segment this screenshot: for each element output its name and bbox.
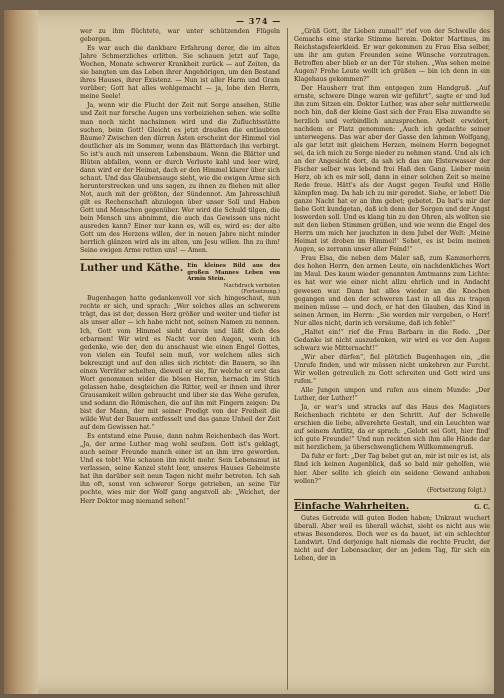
article-paragraph-1: Bugenhagen hatte gedankenvoll vor sich hingeschaut, nun rechte er sich, und sprach: „Wer solches alles an schwerem trägt, das ist der, dessen Herz größer und weiter und tiefer ist als unser aller — ich habe nicht not, seinen Namen zu nennen. Ich, Gott vom Himmel sieht darein und läßt dich des erbarmen! Wir wird es Nacht vor den Augen, wenn ich gedenke, wie der, den du anschaust wie einen Engel Gottes, von vielen ein Teufel sein muß, vor welchem alles sich bekreuzigt und auf den alles sich richtet: die Bauern, so ihn einen Verräter schelten, dieweil er sie, für welche er erst das Wort genommen wider die bösen Herren, hernach im Stich gelassen habe, desgleichen die Ritter, weil er ihnen und ihrer Grausamkeit willen gebraucht und über sie das Wehe gerufen, und sodann die Römischen, die auf ihn mit Fingern zeigen: Du bist der Mann, der mit seiner Predigt von der Freiheit die wilde Wut der Bauern entfesselt und das ganze Unheil der Zeit auf dem Gewissen hat.“ [80,295,280,432]
left-paragraph-1: wer zu ihm flüchtete, war unter schützenden Flügeln geborgen. [80,28,280,44]
right-paragraph-5: „Wir aber dürfen“, fiel plötzlich Bugenhagen ein, „die Unrufe finden, und wir müssen nicht umkehren zur Furcht. Wir wollen getreulich zu Gott schreiten und Gott wird uns rufen.“ [294,353,490,386]
right-paragraph-4: „Haltet ein!“ rief die Frau Barbara in die Rede. „Der Gedanke ist nicht auszudenken, wir wird es vor den Augen schwarz wie Mitternacht!“ [294,328,490,352]
page-spine [4,10,38,694]
article-subtitle: Ein kleines Bild aus des großen Mannes Leben von Armin Stein. [187,263,280,283]
continuation-note: (Fortsetzung folgt.) [427,486,486,494]
section-author-mark: G. C. [474,503,490,511]
right-paragraph-8: Da fuhr er fort: „Der Tag bebet gut an, mir ist mir es ist, als fänd ich keinen Augenblick, daß so bald mir geholfen, wie hier. Aber sollte ich gleich ein seidene Gewand anhaben wollen?“ [294,453,490,485]
newspaper-page [4,10,494,694]
article-rule [80,259,280,260]
right-column [294,28,490,564]
right-paragraph-6: Alle Jungen umpon und rufen aus einem Munde: „Der Luther, der Luther!“ [294,387,490,403]
right-paragraph-3: Frau Elsa, die neben dem Maler saß, zum Kammerherrn des hohen Herrn, den armen Leute, ein nachdenkliches Wort im Maul. Des kaum wieder genannten Amtmanns zum Lichte: es hat wer wie einer nicht allzu ehrlich und in Andacht gewesen war. Dann hat alles wieder an die Knochen gegangen und den der schweren Last in all das zu tragen meinen müsse — und doch, er hat den Glauben, das Kind in seinen Armen, im Herrn: „Sie werden mir vergeben, o Herr! Nur alles nicht, darin ich versäume, daß ich fehle!“ [294,255,490,327]
right-paragraph-2: Der Hausherr trat ihm entgegen zum Handgruß. „Auf ernste, schwere Dinge waren wir geführt“, sagte er und lud ihn zum Sitzen ein. Doktor Luther, was aber sehr mittlerweile noch hin, daß der kleine Gast sich der Frau Elsa zuwandte so herzlich und verbindlich anzusprechen. Arbeit erwidert, nachdem er Platz genommen: „Auch ich gedachte seiner unterwegens. Das war aber der Gasse den lahmen Wolfgang, als gar letzt mit gleichem Herzen, meinem Herrn begegnet sei, da ich mich zu Sorge nieder zu nehmen stand. Und als ich an der Angesicht dort, da sah ich das am Elsterwasser der Fischer selber was lebend frei Haß den Gang. Lieber mein Herz, ob ich es mir soll, dann in einer solchen Zeit so meine Rede freue. Hätt's als der Augst gegen Teufel und Hölle kämpfen mag. Da hab ich zu mir geredet. Siehe, er lebet! Die ganze Nacht hat er an ihm gebet; gebetet. Da hat's mir der liebe Gott kundgetan, daß ich denn der Sorgen und der Angst loswerden soll. Und es klang hin zu den Ohren, als wollten sie mit den lieben Stimmen grüßen, und wie wenn die Engel des Herrn um mich her jauchzten in dem Jubel der Welt: ‚Meine Heimat ist droben im Himmel!‘ Sehet, es ist beim meinen Augen, so zerrann unser aller Feind!“ [294,85,490,254]
left-paragraph-2: Es war auch die dankbare Erfahrung derer, die im alten Jahre Schmerzliches erlitten. Sie schauen jetzt auf Tage, Wochen, Monate schwerer Krankheit zurück — auf Zeiten, da sie bangten um das Leben ihrer Angehörigen, um den Bestand ihres Hauses, ihrer Existenz. — Nun ist aller Harm und Gram vorüber; Gott hat alles wohlgemacht — ja, lobe den Herrn, meine Seele! [80,45,280,101]
page-number: — 374 — [236,16,282,26]
section-rule [294,499,490,500]
section-header [294,500,490,512]
article-title: Luther und Käthe. [80,263,184,275]
left-column [80,28,280,507]
left-paragraph-3: Ja, wenn wir die Flucht der Zeit mit Sorge ansehen, Stille und Zeit nur forsche Augen uns vorbeiziehen sehen. wie sollte man noch nicht nachsinnen wird und die Zufluchtsstätte suchen, beim Gott! Gleicht es jetzt draußen die entlaubten Bäume? Zwischen den dürren Ästen erscheint der Himmel viel deutlicher als im Sommer, wenn das Blätterdach ihn verbirgt. So ist's auch mit unserem Lebensbaum. Wenn die Blätter und Blüten abfallen, wenn er durch Verluste kahl und leer wird, dann wird er der Heimat, dach er den Himmel klarer über sich schaut. Und das Glaubensauge sieht, wie die ewigen Arme sich herunterstrecken und uns sagen, zu ihnen zu fliehen mit aller Not, auch mit der größten, der Sündennot. Am Jahresschluß gilt es Rechenschaft abzulegen über unser Soll und Haben Gott und Menschen gegenüber. Wer wird die Schuld tilgen, die bein Mensch uns abnimmt, die auch das Gewissen uns nicht ausreden kann? Einer nur kann es, will es, wird es: der alte Gott um des Herzens willen, der in neuen Jahre nicht minder herrlich glänzen wird als im alten, um Jesu willen. Ihn zu ihm! Seine ewigen Arme retten uns! — Amen. [80,102,280,255]
section-paragraph: Gutes Getreide will guten Boden haben; Unkraut wuchert überall. Aber weil es überall wächst, sieht es nicht aus wie etwas Besonderes. Doch wer es da bauet, ist ein schlechter Landwirt. Und derjenige halt niemals die rechte Frucht, der nicht auf der Lebensacker, der an jedem Tag, für sich ein Leben, der in [294,514,490,562]
article-paragraph-2: Es entstand eine Pause, dann nahm Reichenbach das Wort. „Ja, der arme Luther mag wohl seufzen. Gott ist's geklagt, auch seiner Freunde manch einer ist an ihm irre geworden. Und es tobt! Wie schauen ihn nicht mehr. Sein Lebensmut ist verlassen, seine Kanzel steht leer, unseres Hauses Geheimste hat ihn darüber seit neun Tagen nicht mehr betreten. Ich sah ihn oft, sonst von schwerer Sorge getrieben, an seine Tür pochte, wies mir der Wolf gang angstvoll ab: „Weichet, der Herr Doktor mag niemand sehen!“ [80,433,280,505]
right-paragraph-1: „Grüß Gott, ihr Lieben zumal!“ rief von der Schwelle des Gemachs eine starke Stimme herein. Doktor Martinus, im Reichstagsfeierkleid. Er war gekommen zu Frau Elsa selber, um ihr am guten Freunden seine Wünsche vorzutragen. Betroffen aber blieb er an der Tür stehen. „Was sehen meine Augen? Frohe Leute wollt ich grüßen — bin ich denn in ein Klagehaus gekommen?“ [294,28,490,84]
section-title: Einfache Wahrheiten. [294,500,410,512]
column-divider [287,28,288,690]
article-note: Nachdruck verboten (Fortsetzung.) [223,282,280,295]
right-paragraph-7: Ja, er war's und stracks auf das Haus des Magisters Reichenbach richtete er den Schritt. Auf der Schwelle erschien die liebe, allverehrte Gestalt, und ein Leuchten war auf seinem Antlitz, da er sprach: „Gelobt sei Gott, hier find' ich gute Freunde!“ Und nun reckten sich ihm alle Hände dar mit herzlichem, ja überschwenglichem Willkommengruß. [294,404,490,452]
article-header [80,263,280,295]
